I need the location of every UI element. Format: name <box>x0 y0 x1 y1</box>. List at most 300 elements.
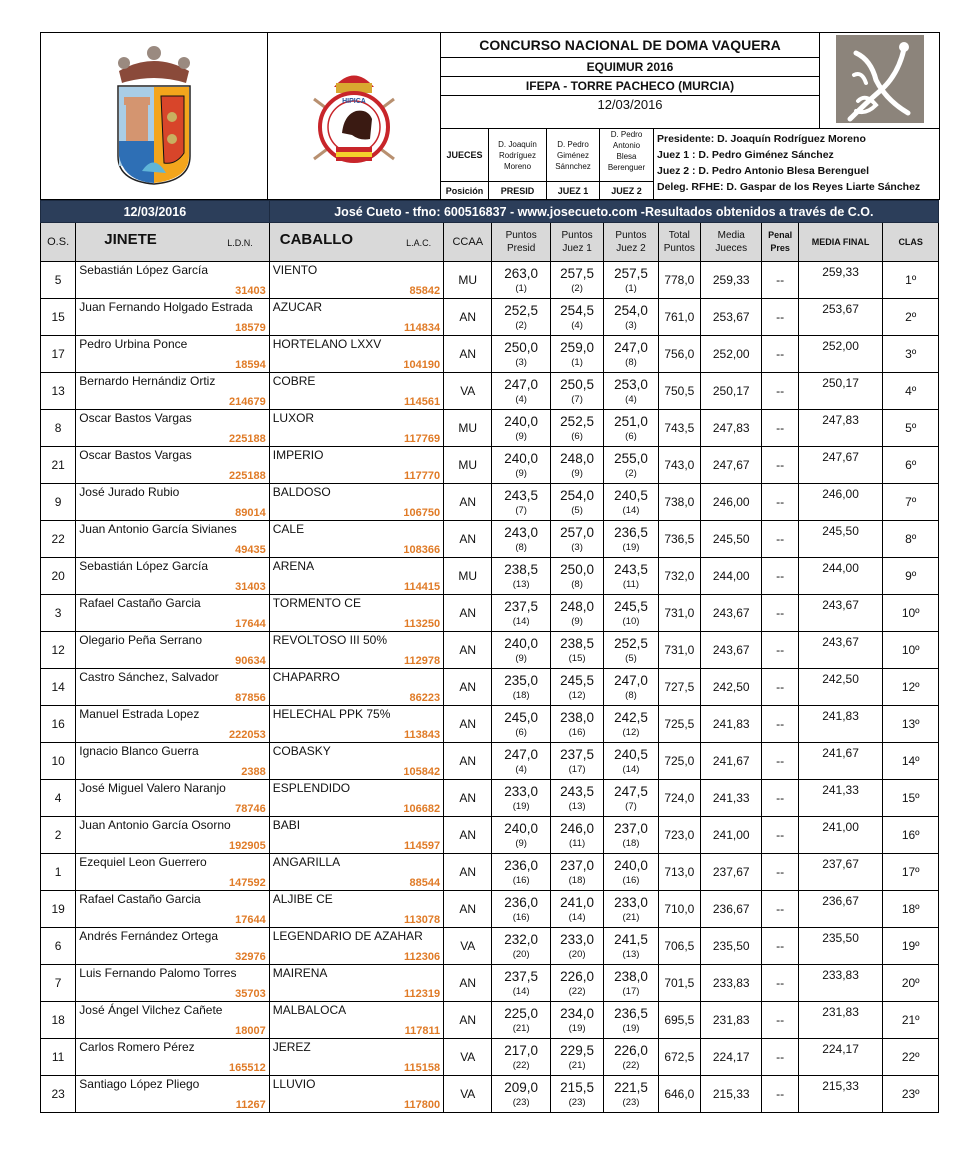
final-average: 233,83 <box>798 965 883 1002</box>
horse-cell <box>269 669 443 706</box>
score-value: 254,0 <box>560 487 594 503</box>
score-juez-2 <box>604 928 658 965</box>
horse-license: 112319 <box>403 988 441 1000</box>
score-juez-2 <box>604 373 658 410</box>
classification: 4º <box>883 373 939 410</box>
score-value: 237,0 <box>614 820 648 836</box>
score-value: 238,0 <box>614 968 648 984</box>
rider-name: Juan Antonio García Sivianes <box>79 522 237 536</box>
region: AN <box>444 299 492 336</box>
horse-license: 106682 <box>403 803 441 815</box>
score-value: 240,0 <box>504 450 539 466</box>
score-presid <box>492 484 550 521</box>
classification: 12º <box>883 669 939 706</box>
col-label-line: Presid <box>506 243 536 254</box>
judges-average: 247,67 <box>701 447 762 484</box>
score-presid <box>492 595 550 632</box>
score-juez-2 <box>604 484 658 521</box>
table-row <box>41 706 939 743</box>
final-average: 241,33 <box>798 780 883 817</box>
final-average: 224,17 <box>798 1039 883 1076</box>
rider-name: José Ángel Vilchez Cañete <box>79 1003 223 1017</box>
rider-name: José Miguel Valero Naranjo <box>79 781 226 795</box>
order-of-start: 18 <box>41 1002 76 1039</box>
score-rank: (9) <box>571 615 583 627</box>
score-juez-1 <box>550 410 603 447</box>
final-average: 241,83 <box>798 706 883 743</box>
penalty: -- <box>762 1076 798 1113</box>
score-value: 243,5 <box>614 561 648 577</box>
score-rank: (4) <box>625 393 637 405</box>
rider-license: 11267 <box>235 1099 266 1111</box>
score-value: 234,0 <box>560 1005 594 1021</box>
score-rank: (7) <box>625 800 637 812</box>
table-row <box>41 1076 939 1113</box>
final-average: 247,67 <box>798 447 883 484</box>
penalty: -- <box>762 891 798 928</box>
judges-average: 241,33 <box>701 780 762 817</box>
rider-license: 17644 <box>235 618 266 630</box>
horse-cell <box>269 632 443 669</box>
horse-cell <box>269 817 443 854</box>
score-rank: (17) <box>622 985 640 997</box>
table-row <box>41 262 939 299</box>
score-rank: (1) <box>515 282 527 294</box>
order-of-start: 20 <box>41 558 76 595</box>
horse-cell <box>269 1076 443 1113</box>
final-average: 243,67 <box>798 595 883 632</box>
horse-license: 114415 <box>403 581 441 593</box>
federation-emblem-icon <box>304 59 404 169</box>
score-juez-2 <box>604 891 658 928</box>
score-juez-1 <box>550 1076 603 1113</box>
score-value: 257,0 <box>560 524 594 540</box>
horse-name: JEREZ <box>272 1040 311 1054</box>
horse-name: CHAPARRO <box>272 670 340 684</box>
score-value: 226,0 <box>614 1042 648 1058</box>
horse-cell <box>269 373 443 410</box>
score-value: 217,0 <box>504 1042 539 1058</box>
score-rank: (2) <box>515 319 527 331</box>
score-juez-2 <box>604 410 658 447</box>
region: MU <box>444 447 492 484</box>
panel-judge-2: Juez 2 : D. Pedro Antonio Blesa Berenguel <box>657 165 869 177</box>
position-presid: PRESID <box>489 182 547 200</box>
score-juez-1 <box>550 484 603 521</box>
score-juez-2 <box>604 669 658 706</box>
col-jinete-label: JINETE <box>104 231 157 248</box>
rider-name: Castro Sánchez, Salvador <box>79 670 219 684</box>
classification: 22º <box>883 1039 939 1076</box>
score-juez-2 <box>604 706 658 743</box>
col-os: O.S. <box>41 223 76 262</box>
rider-cell <box>76 706 269 743</box>
score-rank: (14) <box>622 763 640 775</box>
score-juez-2 <box>604 965 658 1002</box>
rider-license: 31403 <box>235 581 266 593</box>
score-juez-1 <box>550 447 603 484</box>
classification: 13º <box>883 706 939 743</box>
score-value: 243,5 <box>504 487 539 503</box>
score-value: 238,0 <box>560 709 594 725</box>
score-rank: (13) <box>622 948 640 960</box>
horse-name: AZUCAR <box>272 300 323 314</box>
rider-name: Rafael Castaño Garcia <box>79 596 201 610</box>
score-value: 255,0 <box>614 450 648 466</box>
rider-license: 192905 <box>229 840 266 852</box>
horse-license: 88544 <box>409 877 441 889</box>
horse-license: 115158 <box>403 1062 441 1074</box>
judges-average: 244,00 <box>701 558 762 595</box>
score-presid <box>492 447 550 484</box>
total-points: 778,0 <box>658 262 700 299</box>
score-rank: (14) <box>622 504 640 516</box>
penalty: -- <box>762 1002 798 1039</box>
rider-license: 87856 <box>235 692 266 704</box>
judges-average: 242,50 <box>701 669 762 706</box>
table-row <box>41 928 939 965</box>
table-row <box>41 743 939 780</box>
penalty: -- <box>762 817 798 854</box>
score-value: 263,0 <box>504 265 539 281</box>
total-points: 736,5 <box>658 521 700 558</box>
score-value: 215,5 <box>560 1079 594 1095</box>
score-value: 236,5 <box>614 524 648 540</box>
score-rank: (18) <box>622 837 640 849</box>
score-rank: (1) <box>571 356 583 368</box>
judge-name-line: Blesa <box>616 152 637 161</box>
table-row <box>41 447 939 484</box>
score-juez-1 <box>550 262 603 299</box>
rider-cell <box>76 891 269 928</box>
order-of-start: 9 <box>41 484 76 521</box>
rider-cell <box>76 373 269 410</box>
score-juez-1 <box>550 595 603 632</box>
region: AN <box>444 521 492 558</box>
position-juez-2: JUEZ 2 <box>600 182 654 200</box>
judging-panel <box>654 129 940 200</box>
score-rank: (5) <box>571 504 583 516</box>
horse-license: 114834 <box>403 322 441 334</box>
judge-1-name <box>547 129 600 182</box>
col-clas: CLAS <box>883 223 939 262</box>
rider-license: 49435 <box>235 544 266 556</box>
col-puntos-juez-1 <box>550 223 603 262</box>
score-value: 237,5 <box>504 598 539 614</box>
score-value: 237,5 <box>504 968 539 984</box>
rider-license: 78746 <box>235 803 266 815</box>
score-rank: (22) <box>512 1059 530 1071</box>
table-row <box>41 817 939 854</box>
score-value: 225,0 <box>504 1005 539 1021</box>
score-value: 240,0 <box>504 413 539 429</box>
score-value: 243,5 <box>560 783 594 799</box>
score-rank: (9) <box>571 467 583 479</box>
region: AN <box>444 632 492 669</box>
order-of-start: 7 <box>41 965 76 1002</box>
score-rank: (1) <box>625 282 637 294</box>
score-juez-2 <box>604 299 658 336</box>
rider-name: Juan Antonio García Osorno <box>79 818 231 832</box>
rider-name: Oscar Bastos Vargas <box>79 448 192 462</box>
penalty: -- <box>762 854 798 891</box>
score-rank: (6) <box>515 726 527 738</box>
horse-name: HORTELANO LXXV <box>272 337 382 351</box>
final-average: 243,67 <box>798 632 883 669</box>
col-lac-label: L.A.C. <box>406 238 432 248</box>
rider-name: Bernardo Hernándiz Ortiz <box>79 374 216 388</box>
score-presid <box>492 817 550 854</box>
col-puntos-juez-2 <box>604 223 658 262</box>
table-row <box>41 484 939 521</box>
rider-logo-cell <box>820 33 940 129</box>
horse-name: BABI <box>272 818 301 832</box>
penalty: -- <box>762 410 798 447</box>
score-rank: (16) <box>512 911 530 923</box>
judges-average: 259,33 <box>701 262 762 299</box>
score-value: 250,0 <box>560 561 594 577</box>
classification: 21º <box>883 1002 939 1039</box>
table-row <box>41 780 939 817</box>
final-average: 236,67 <box>798 891 883 928</box>
score-value: 247,0 <box>614 339 648 355</box>
rider-license: 18007 <box>235 1025 266 1037</box>
score-rank: (13) <box>512 578 530 590</box>
col-ldn-label: L.D.N. <box>227 238 253 248</box>
horse-name: HELECHAL PPK 75% <box>272 707 391 721</box>
horse-name: CALE <box>272 522 305 536</box>
region: AN <box>444 854 492 891</box>
rider-name: Andrés Fernández Ortega <box>79 929 219 943</box>
order-of-start: 13 <box>41 373 76 410</box>
score-value: 233,0 <box>560 931 594 947</box>
penalty: -- <box>762 373 798 410</box>
score-juez-1 <box>550 336 603 373</box>
rider-cell <box>76 817 269 854</box>
score-rank: (12) <box>568 689 586 701</box>
panel-judge-1: Juez 1 : D. Pedro Giménez Sánchez <box>657 149 834 161</box>
penalty: -- <box>762 965 798 1002</box>
col-ccaa: CCAA <box>444 223 492 262</box>
table-row <box>41 1039 939 1076</box>
horse-cell <box>269 484 443 521</box>
judge-name-line: D. Joaquín <box>498 139 537 149</box>
horse-cell <box>269 854 443 891</box>
horse-name: COBASKY <box>272 744 331 758</box>
horse-name: ESPLENDIDO <box>272 781 351 795</box>
rider-cell <box>76 669 269 706</box>
rider-license: 214679 <box>229 396 266 408</box>
horse-cell <box>269 447 443 484</box>
region: AN <box>444 891 492 928</box>
rider-name: Manuel Estrada Lopez <box>79 707 200 721</box>
penalty: -- <box>762 743 798 780</box>
col-media-jueces <box>701 223 762 262</box>
score-rank: (22) <box>622 1059 640 1071</box>
horse-cell <box>269 262 443 299</box>
coat-of-arms-icon <box>104 41 204 186</box>
score-juez-2 <box>604 1039 658 1076</box>
score-presid <box>492 373 550 410</box>
score-value: 241,0 <box>560 894 594 910</box>
horse-cell <box>269 595 443 632</box>
score-value: 257,5 <box>560 265 594 281</box>
region: VA <box>444 373 492 410</box>
horse-license: 113250 <box>403 618 441 630</box>
rider-name: Juan Fernando Holgado Estrada <box>79 300 253 314</box>
final-average: 247,83 <box>798 410 883 447</box>
table-row <box>41 299 939 336</box>
total-points: 724,0 <box>658 780 700 817</box>
score-value: 252,5 <box>614 635 648 651</box>
classification: 18º <box>883 891 939 928</box>
score-rank: (4) <box>571 319 583 331</box>
penalty: -- <box>762 595 798 632</box>
col-puntos-presid <box>492 223 550 262</box>
score-rank: (2) <box>571 282 583 294</box>
rider-cell <box>76 521 269 558</box>
horse-name: LEGENDARIO DE AZAHAR <box>272 929 423 943</box>
order-of-start: 12 <box>41 632 76 669</box>
score-juez-2 <box>604 336 658 373</box>
score-rank: (11) <box>622 578 640 590</box>
score-rank: (15) <box>568 652 586 664</box>
horse-license: 117800 <box>403 1099 441 1111</box>
order-of-start: 1 <box>41 854 76 891</box>
rider-cell <box>76 1076 269 1113</box>
score-rank: (11) <box>568 837 586 849</box>
classification: 14º <box>883 743 939 780</box>
table-row <box>41 965 939 1002</box>
judge-name-line: Sánnchez <box>555 161 591 171</box>
region: VA <box>444 1076 492 1113</box>
horse-cell <box>269 558 443 595</box>
horse-license: 85842 <box>409 285 441 297</box>
score-value: 236,0 <box>504 894 539 910</box>
region: AN <box>444 965 492 1002</box>
rider-license: 31403 <box>235 285 266 297</box>
rider-cell <box>76 743 269 780</box>
region: VA <box>444 1039 492 1076</box>
rider-cell <box>76 1002 269 1039</box>
classification: 19º <box>883 928 939 965</box>
rider-license: 35703 <box>235 988 266 1000</box>
rider-name: Oscar Bastos Vargas <box>79 411 192 425</box>
position-juez-1: JUEZ 1 <box>547 182 600 200</box>
score-value: 245,5 <box>560 672 594 688</box>
score-rank: (6) <box>571 430 583 442</box>
total-points: 725,5 <box>658 706 700 743</box>
doma-vaquera-logo-icon <box>836 35 924 123</box>
rider-cell <box>76 1039 269 1076</box>
rider-name: Ezequiel Leon Guerrero <box>79 855 207 869</box>
event-title: CONCURSO NACIONAL DE DOMA VAQUERA <box>441 33 819 58</box>
total-points: 731,0 <box>658 595 700 632</box>
score-rank: (19) <box>622 541 640 553</box>
horse-name: ARENA <box>272 559 315 573</box>
score-rank: (8) <box>625 689 637 701</box>
horse-license: 114597 <box>403 840 441 852</box>
classification: 9º <box>883 558 939 595</box>
score-value: 236,0 <box>504 857 539 873</box>
score-juez-1 <box>550 706 603 743</box>
classification: 17º <box>883 854 939 891</box>
judges-average: 241,67 <box>701 743 762 780</box>
region: AN <box>444 595 492 632</box>
score-value: 245,5 <box>614 598 648 614</box>
score-juez-1 <box>550 743 603 780</box>
horse-name: LLUVIO <box>272 1077 316 1091</box>
score-rank: (22) <box>568 985 586 997</box>
penalty: -- <box>762 706 798 743</box>
final-average: 252,00 <box>798 336 883 373</box>
score-juez-1 <box>550 891 603 928</box>
score-value: 247,5 <box>614 783 648 799</box>
horse-name: COBRE <box>272 374 316 388</box>
order-of-start: 3 <box>41 595 76 632</box>
table-row <box>41 632 939 669</box>
horse-name: MALBALOCA <box>272 1003 347 1017</box>
score-juez-1 <box>550 817 603 854</box>
penalty: -- <box>762 262 798 299</box>
judges-average: 252,00 <box>701 336 762 373</box>
final-average: 231,83 <box>798 1002 883 1039</box>
score-rank: (14) <box>568 911 586 923</box>
judges-average: 243,67 <box>701 632 762 669</box>
horse-name: MAIRENA <box>272 966 328 980</box>
final-average: 250,17 <box>798 373 883 410</box>
rider-license: 17644 <box>235 914 266 926</box>
event-name: EQUIMUR 2016 <box>441 58 819 77</box>
final-average: 241,67 <box>798 743 883 780</box>
final-average: 259,33 <box>798 262 883 299</box>
judge-name-line: Moreno <box>503 161 532 171</box>
classification: 10º <box>883 595 939 632</box>
score-value: 251,0 <box>614 413 648 429</box>
rider-license: 18594 <box>235 359 266 371</box>
score-juez-2 <box>604 817 658 854</box>
score-value: 246,0 <box>560 820 594 836</box>
judges-average: 237,67 <box>701 854 762 891</box>
score-value: 248,0 <box>560 450 594 466</box>
score-juez-2 <box>604 521 658 558</box>
score-rank: (13) <box>568 800 586 812</box>
col-label-line: Puntos <box>505 230 537 241</box>
judges-average: 246,00 <box>701 484 762 521</box>
score-presid <box>492 928 550 965</box>
rider-license: 2388 <box>241 766 266 778</box>
score-value: 233,0 <box>504 783 539 799</box>
horse-cell <box>269 891 443 928</box>
score-value: 238,5 <box>504 561 539 577</box>
score-presid <box>492 299 550 336</box>
order-of-start: 16 <box>41 706 76 743</box>
results-body <box>41 262 939 1113</box>
score-juez-2 <box>604 1002 658 1039</box>
col-label-line: Puntos <box>561 230 593 241</box>
region: AN <box>444 817 492 854</box>
score-juez-1 <box>550 1039 603 1076</box>
table-row <box>41 410 939 447</box>
horse-license: 106750 <box>403 507 441 519</box>
score-value: 252,5 <box>504 302 539 318</box>
score-presid <box>492 262 550 299</box>
score-rank: (7) <box>571 393 583 405</box>
horse-cell <box>269 706 443 743</box>
score-value: 257,5 <box>614 265 648 281</box>
score-value: 233,0 <box>614 894 648 910</box>
penalty: -- <box>762 447 798 484</box>
